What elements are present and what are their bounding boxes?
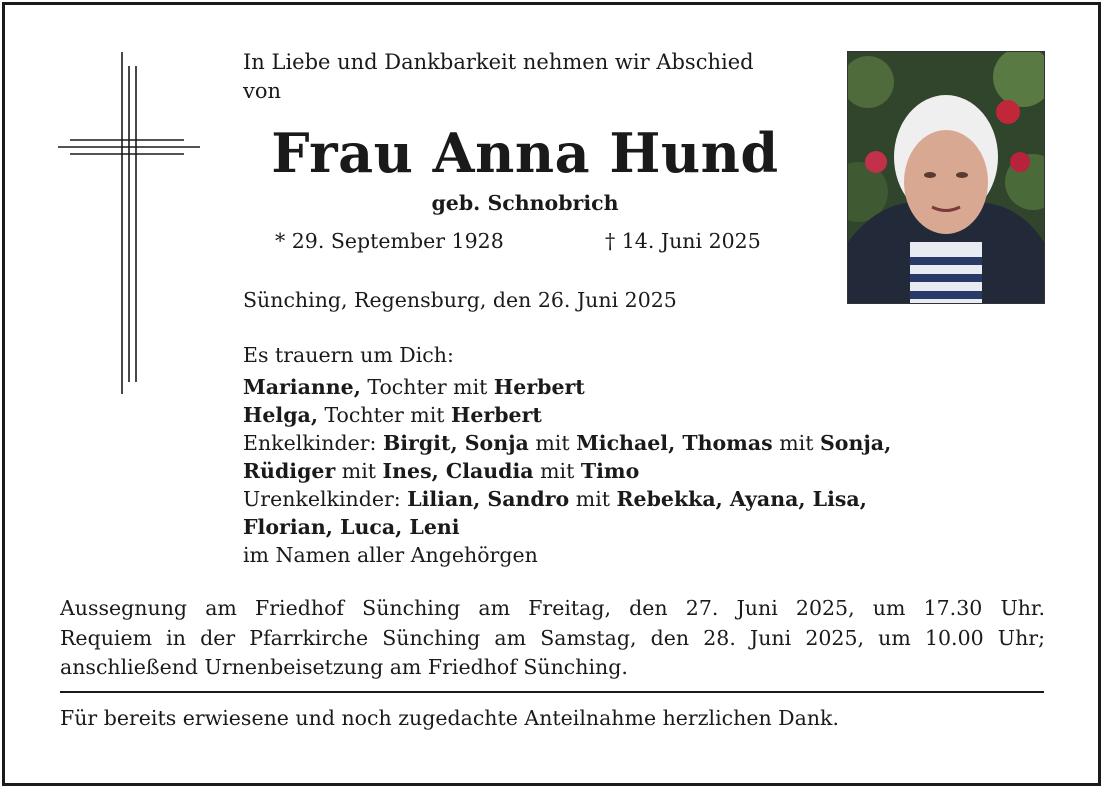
- portrait-photo: [847, 51, 1045, 304]
- intro-line-1: In Liebe und Dankbarkeit nehmen wir Abschied: [243, 50, 754, 74]
- birth-name: geb. Schnobrich: [431, 191, 619, 215]
- notice-line-1: Aussegnung am Friedhof Sünching am Freitag, den 27. Juni 2025, um 17.30 Uhr.: [60, 596, 1045, 620]
- notice-line-3: anschließend Urnenbeisetzung am Friedhof Sünching.: [60, 655, 628, 679]
- connector-text: mit: [569, 487, 617, 511]
- mourners-heading: Es trauern um Dich:: [243, 343, 454, 367]
- grandchildren-line: [243, 429, 891, 457]
- great-grandchild-names: Florian, Luca, Leni: [243, 515, 460, 539]
- intro-text: [243, 48, 823, 106]
- great-grandchild-names: Lilian, Sandro: [407, 487, 570, 511]
- cross-icon: [58, 52, 200, 394]
- deceased-name: Frau Anna Hund: [271, 121, 779, 185]
- mourner-line: [243, 401, 891, 429]
- mourner-partner: Herbert: [493, 375, 585, 399]
- great-grandchildren-label: Urenkelkinder:: [243, 487, 408, 511]
- grandchild-names: Birgit, Sonja: [382, 431, 529, 455]
- connector-text: mit: [533, 459, 581, 483]
- death-date: † 14. Juni 2025: [605, 229, 761, 253]
- birth-date: * 29. September 1928: [275, 229, 504, 253]
- mourner-name: Helga,: [243, 403, 318, 427]
- mourner-line: [243, 373, 891, 401]
- mourners-closing: im Namen aller Angehörgen: [243, 543, 538, 567]
- grandchild-names: Ines, Claudia: [382, 459, 534, 483]
- mourner-relation: Tochter mit: [360, 375, 494, 399]
- connector-text: mit: [335, 459, 383, 483]
- thanks-text: Für bereits erwiesene und noch zugedachte Anteilnahme herzlichen Dank.: [60, 706, 839, 730]
- place-and-date: Sünching, Regensburg, den 26. Juni 2025: [243, 288, 677, 312]
- mourner-partner: Herbert: [451, 403, 542, 427]
- grandchild-names: Sonja,: [819, 431, 892, 455]
- notice-line-2: Requiem in der Pfarrkirche Sünching am Samstag, den 28. Juni 2025, um 10.00 Uhr;: [60, 625, 1045, 650]
- great-grandchildren-line: [243, 485, 891, 513]
- portrait-image: [848, 52, 1044, 303]
- grandchildren-line: [243, 457, 891, 485]
- divider: [60, 691, 1044, 693]
- grandchildren-label: Enkelkinder:: [243, 431, 383, 455]
- mourner-relation: Tochter mit: [317, 403, 452, 427]
- service-notice: [60, 594, 1045, 683]
- grandchild-names: Rüdiger: [243, 459, 336, 483]
- grandchild-names: Timo: [580, 459, 640, 483]
- great-grandchild-names: Rebekka, Ayana, Lisa,: [616, 487, 867, 511]
- mourner-name: Marianne,: [243, 375, 361, 399]
- connector-text: mit: [772, 431, 820, 455]
- intro-line-2: von: [243, 79, 282, 103]
- grandchild-names: Michael, Thomas: [576, 431, 773, 455]
- great-grandchildren-line: [243, 513, 891, 541]
- mourners-block: [243, 341, 891, 569]
- connector-text: mit: [528, 431, 577, 455]
